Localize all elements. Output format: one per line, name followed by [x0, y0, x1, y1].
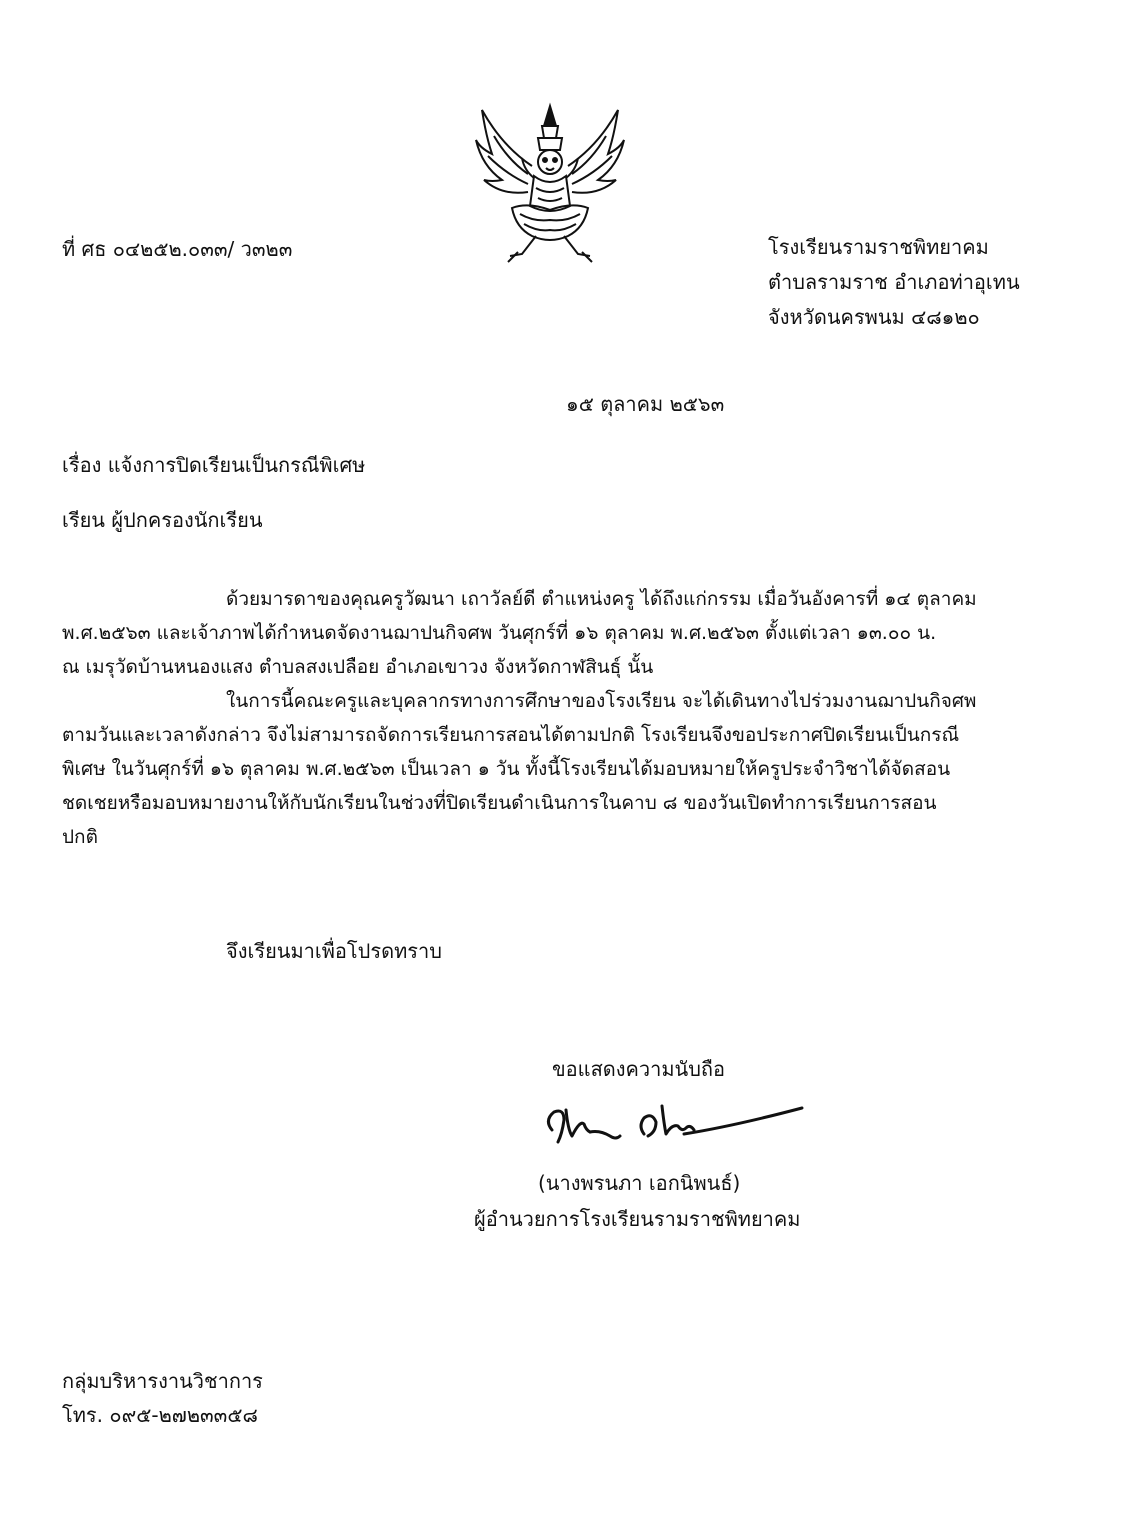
- regards-text: ขอแสดงความนับถือ: [552, 1057, 726, 1081]
- body-line: ตามวันและเวลาดังกล่าว จึงไม่สามารถจัดการเรียนการสอนได้ตามปกติ โรงเรียนจึงขอประกาศปิดเรียนเป็นกรณี: [62, 724, 960, 746]
- address-line-school: โรงเรียนรามราชพิทยาคม: [768, 235, 989, 259]
- body-line: พ.ศ.๒๕๖๓ และเจ้าภาพได้กำหนดจัดงานฌาปนกิจศพ วันศุกร์ที่ ๑๖ ตุลาคม พ.ศ.๒๕๖๓ ตั้งแต่เวลา ๑๓.๐๐ น.: [62, 622, 937, 644]
- address-line-province: จังหวัดนครพนม ๔๘๑๒๐: [768, 305, 980, 329]
- letter-date: ๑๕ ตุลาคม ๒๕๖๓: [566, 392, 725, 416]
- address-line-subdistrict: ตำบลรามราช อำเภอท่าอุเทน: [768, 270, 1020, 294]
- letter-closing: จึงเรียนมาเพื่อโปรดทราบ: [226, 939, 442, 963]
- body-line: ด้วยมารดาของคุณครูวัฒนา เถาวัลย์ดี ตำแหน่งครู ได้ถึงแก่กรรม เมื่อวันอังคารที่ ๑๔ ตุลาคม: [226, 588, 977, 610]
- letter-body: [62, 582, 1072, 854]
- garuda-emblem-icon: [472, 96, 628, 264]
- body-line: ปกติ: [62, 826, 98, 848]
- body-line: ชดเชยหรือมอบหมายงานให้กับนักเรียนในช่วงที่ปิดเรียนดำเนินการในคาบ ๘ ของวันเปิดทำการเรียนการสอน: [62, 792, 937, 814]
- signer-name: (นางพรนภา เอกนิพนธ์): [538, 1171, 741, 1195]
- letter-subject: เรื่อง แจ้งการปิดเรียนเป็นกรณีพิเศษ: [62, 453, 366, 477]
- reference-number: ที่ ศธ ๐๔๒๕๒.๐๓๓/ ว๓๒๓: [62, 237, 293, 261]
- footer-phone: โทร. ๐๙๕-๒๗๒๓๓๕๘: [62, 1403, 258, 1427]
- handwritten-signature-icon: [534, 1090, 814, 1160]
- body-line: พิเศษ ในวันศุกร์ที่ ๑๖ ตุลาคม พ.ศ.๒๕๖๓ เป็นเวลา ๑ วัน ทั้งนี้โรงเรียนได้มอบหมายให้ครูประจำวิชาได้จัดสอน: [62, 758, 951, 780]
- letter-salutation: เรียน ผู้ปกครองนักเรียน: [62, 508, 263, 532]
- school-address: [768, 230, 1020, 335]
- body-line: ณ เมรุวัดบ้านหนองแสง ตำบลสงเปลือย อำเภอเขาวง จังหวัดกาฬสินธุ์ นั้น: [62, 656, 654, 678]
- footer-department: กลุ่มบริหารงานวิชาการ: [62, 1369, 263, 1393]
- signer-title: ผู้อำนวยการโรงเรียนรามราชพิทยาคม: [474, 1207, 801, 1231]
- body-line: ในการนี้คณะครูและบุคลากรทางการศึกษาของโรงเรียน จะได้เดินทางไปร่วมงานฌาปนกิจศพ: [226, 690, 977, 712]
